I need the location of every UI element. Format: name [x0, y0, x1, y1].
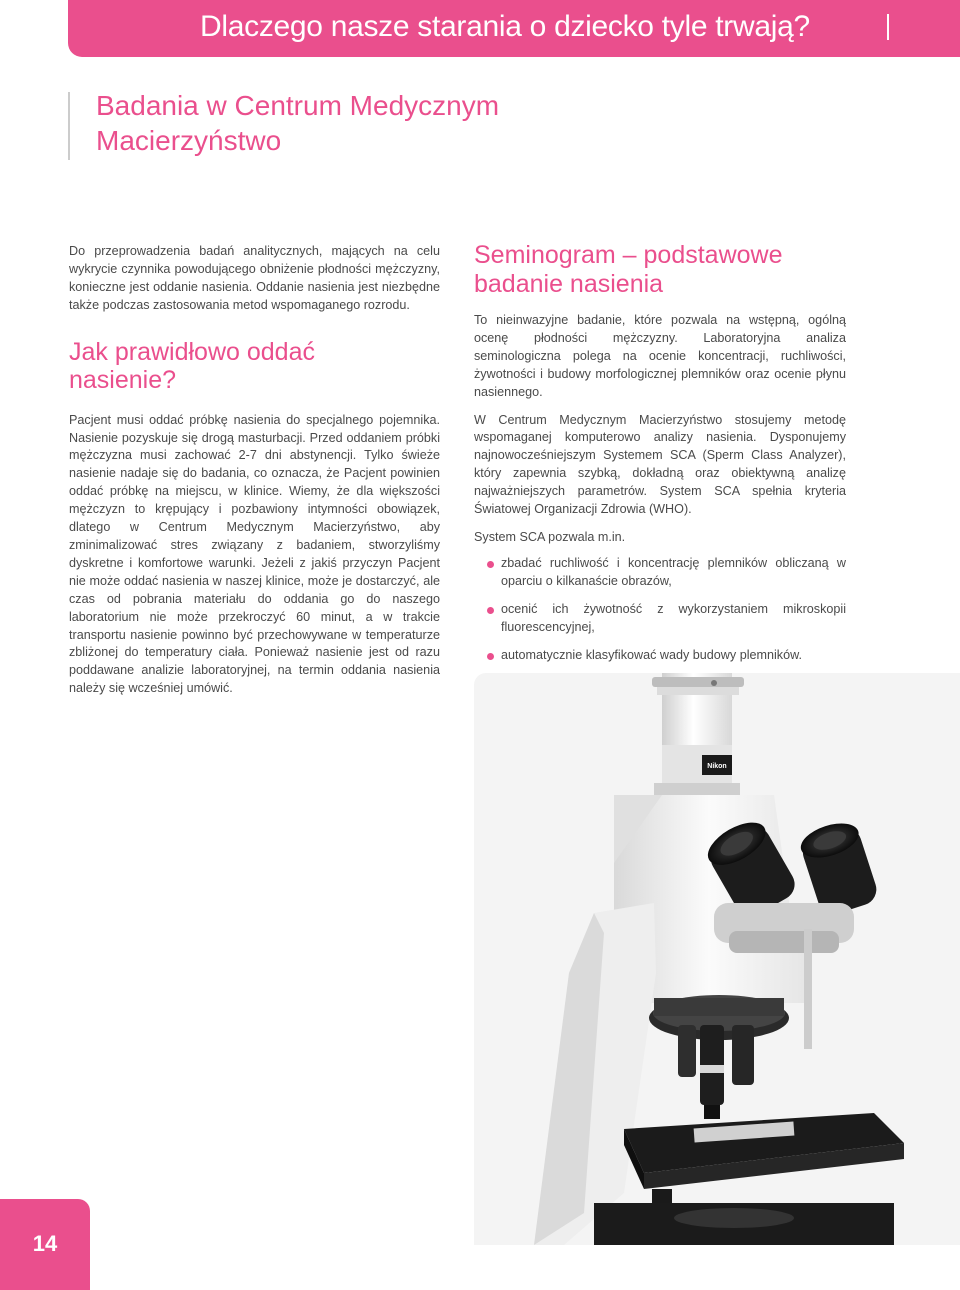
page-number-box — [0, 1199, 90, 1290]
bullet-dot-icon — [487, 561, 494, 568]
list-item-text: ocenić ich żywotność z wykorzystaniem mikroskopii fluorescencyjnej, — [501, 601, 846, 634]
seminogram-paragraph-3: System SCA pozwala m.in. — [474, 529, 626, 544]
sca-feature-list — [474, 555, 846, 665]
heading-seminogram — [474, 241, 846, 299]
seminogram-paragraph-2: W Centrum Medycznym Macierzyństwo stosujemy metodę wspomaganej komputerowo analizy nasienia. Dysponujemy najnowocześniejszym Systemem SCA (Sperm Class Analyzer), który zapewnia szybką, dokładną oraz obiektywną analizę najważniejszych parametrów. System SCA spełnia kryteria Światowej Organizacji Zdrowia (WHO). — [474, 412, 846, 517]
right-column — [474, 243, 846, 674]
heading-how-to — [69, 338, 440, 394]
heading-seminogram-line-1: Seminogram – podstawowe — [474, 241, 783, 269]
subtitle-rule — [68, 92, 70, 160]
subtitle-line-2: Macierzyństwo — [96, 125, 282, 156]
header-separator — [887, 14, 889, 40]
list-item-text: automatycznie klasyfikować wady budowy plemników. — [501, 647, 802, 662]
seminogram-paragraph-1: To nieinwazyjne badanie, które pozwala na wstępną, ogólną ocenę płodności mężczyzny. Laboratoryjna analiza seminologiczna polega na ocenie koncentracji, ruchliwości, żywotności i budowy morfologicznej plemników oraz ocenie płynu nasiennego. — [474, 313, 846, 399]
heading-seminogram-line-2: badanie nasienia — [474, 270, 664, 298]
list-item — [474, 601, 846, 637]
list-item-text: zbadać ruchliwość i koncentrację plemników obliczaną w oparciu o kilkanaście obrazów, — [501, 555, 846, 588]
heading-how-to-line-2: nasienie? — [69, 365, 177, 394]
list-item — [474, 647, 846, 665]
section-subtitle — [96, 88, 499, 158]
heading-how-to-line-1: Jak prawidłowo oddać — [69, 337, 315, 366]
subtitle-line-1: Badania w Centrum Medycznym — [96, 90, 500, 121]
page-header-title: Dlaczego nasze starania o dziecko tyle trwają? — [200, 10, 810, 43]
bullet-dot-icon — [487, 653, 494, 660]
header-bar — [68, 0, 960, 57]
page-number: 14 — [32, 1231, 58, 1256]
microscope-photo — [474, 673, 960, 1245]
list-item — [474, 555, 846, 591]
bullet-dot-icon — [487, 607, 494, 614]
how-to-paragraph: Pacjent musi oddać próbkę nasienia do specjalnego pojemnika. Nasienie pozyskuje się drogą masturbacji. Przed oddaniem próbki mężczyzna musi zachować 2-7 dni abstynencji. Tylko świeże nasienie nadaje się do badania, co oznacza, że Pacjent powinien oddać próbkę na miejscu, w klinice. Wiemy, że dla większości mężczyzn to krępujący i pozbawiony intymności obowiązek, dlatego w Centrum Medycznym Macierzyństwo, aby zminimalizować stres związany z badaniem, stworzyliśmy dyskretne i komfortowe warunki. Jeżeli z jakiś przyczyn Pacjent nie może oddać nasienia w naszej klinice, może je dostarczyć, ale czas od pobrania materiału do oddania go do naszego laboratorium nie może przekroczyć 60 minut, a w trakcie transportu nasienie powinno być przechowywane w temperaturze zbliżonej do temperatury ciała. Ponieważ nasienie jest od razu poddawane analizie laboratoryjnej, na termin oddania nasienia należy się wcześniej umówić. — [69, 412, 440, 696]
microscope-brand-label: Nikon — [707, 763, 727, 770]
microscope-icon — [474, 673, 960, 1245]
left-column — [69, 243, 440, 698]
intro-paragraph: Do przeprowadzenia badań analitycznych, mających na celu wykrycie czynnika powodującego obniżenie płodności mężczyzny, konieczne jest oddanie nasienia. Oddanie nasienia jest niezbędne także podczas zastosowania metod wspomaganego rozrodu. — [69, 244, 440, 312]
